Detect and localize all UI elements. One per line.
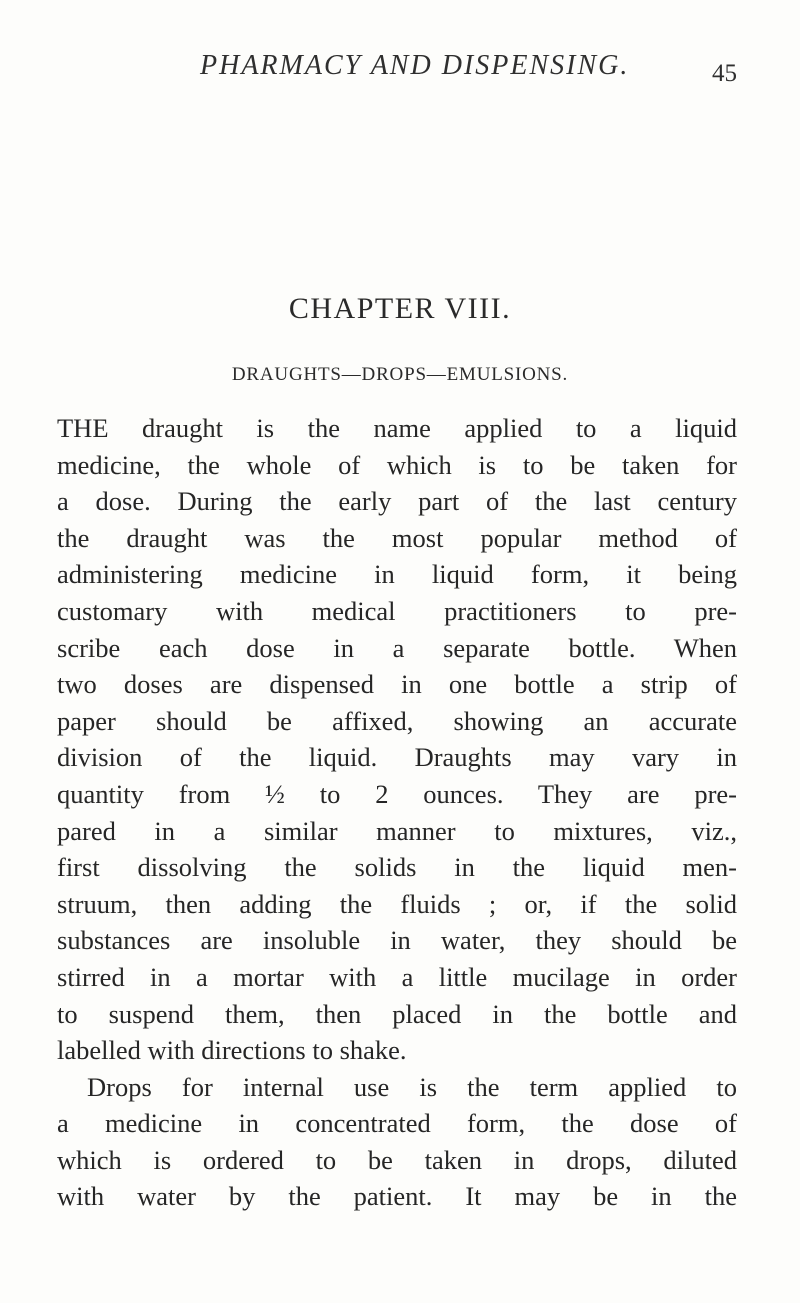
text-line: with water by the patient. It may be in the [57,1181,737,1212]
text-line: which is ordered to be taken in drops, diluted [57,1144,737,1175]
text-line: first dissolving the solids in the liquid men- [57,852,737,883]
text-line: substances are insoluble in water, they should be [57,925,737,956]
text-line: medicine, the whole of which is to be taken for [57,449,737,480]
text-line: paper should be affixed, showing an accurate [57,705,737,736]
text-line: THE draught is the name applied to a liquid [57,413,737,443]
chapter-title: CHAPTER VIII. [288,292,512,325]
text-line: quantity from ½ to 2 ounces. They are pre- [57,778,737,809]
running-head: PHARMACY AND DISPENSING. [200,50,630,81]
text-line: stirred in a mortar with a little mucilage in order [57,961,737,992]
text-line: a medicine in concentrated form, the dose of [57,1108,737,1139]
text-line: scribe each dose in a separate bottle. When [57,632,737,663]
text-line: division of the liquid. Draughts may vary in [57,742,737,773]
text-line: struum, then adding the fluids ; or, if the solid [57,888,737,919]
text-line: Drops for internal use is the term applied to [87,1071,737,1102]
body-text [57,410,737,1215]
text-line: customary with medical practitioners to pre- [57,595,737,626]
text-line: labelled with directions to shake. [57,1035,407,1066]
text-line: two doses are dispensed in one bottle a strip of [57,669,737,700]
text-line: to suspend them, then placed in the bottle and [57,998,737,1029]
chapter-subtitle: DRAUGHTS—DROPS—EMULSIONS. [231,364,569,385]
text-line: administering medicine in liquid form, it being [57,559,737,590]
text-line: the draught was the most popular method of [57,522,737,553]
text-line: a dose. During the early part of the last century [57,486,737,517]
text-line: pared in a similar manner to mixtures, viz., [57,815,737,846]
page-number: 45 [712,60,737,87]
